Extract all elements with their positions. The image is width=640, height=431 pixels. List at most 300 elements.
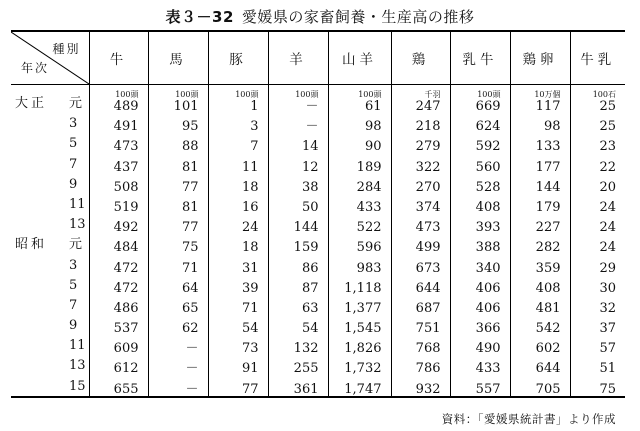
cell-value: 592 xyxy=(475,139,501,155)
cell-value: 77 xyxy=(181,179,199,195)
cell-value: 751 xyxy=(415,321,441,337)
cell-value: 340 xyxy=(475,260,501,276)
value-cell xyxy=(391,375,450,396)
cell-value: 768 xyxy=(415,341,441,357)
cell-value: 71 xyxy=(241,300,259,316)
year-number: 13 xyxy=(69,217,86,233)
value-cell xyxy=(328,153,391,173)
source-note: 資料：「愛媛県統計書」より作成 xyxy=(441,412,616,426)
value-cell xyxy=(510,335,570,355)
value-cell xyxy=(148,113,208,133)
value-cell xyxy=(89,335,148,355)
year-number: 3 xyxy=(69,116,78,132)
unit-label: 100頭 xyxy=(115,90,139,99)
cell-value: 177 xyxy=(535,159,561,175)
table-row xyxy=(11,194,625,214)
cell-value: 20 xyxy=(599,179,616,195)
cell-value: 1,747 xyxy=(344,381,382,397)
value-cell xyxy=(391,335,450,355)
cell-value: 25 xyxy=(599,119,616,135)
cell-value: 50 xyxy=(301,199,319,215)
corner-header xyxy=(11,31,89,85)
cell-value: 786 xyxy=(415,361,441,377)
year-number: 15 xyxy=(69,378,86,394)
value-cell xyxy=(570,375,625,396)
corner-type-label: 種別 xyxy=(52,42,81,56)
value-cell xyxy=(89,254,148,274)
cell-value: 62 xyxy=(181,321,199,337)
value-cell xyxy=(89,133,148,153)
value-cell xyxy=(328,234,391,254)
value-cell xyxy=(148,295,208,315)
value-cell xyxy=(570,153,625,173)
table-row xyxy=(11,355,625,375)
cell-value: 673 xyxy=(415,260,441,276)
cell-value: 24 xyxy=(599,240,616,256)
value-cell xyxy=(510,174,570,194)
cell-value: 24 xyxy=(241,220,259,236)
cell-value: 95 xyxy=(181,119,199,135)
cell-value: 86 xyxy=(301,260,319,276)
cell-value: 144 xyxy=(293,220,319,236)
year-number: 7 xyxy=(69,297,78,313)
cell-value: 560 xyxy=(475,159,501,175)
value-cell xyxy=(148,315,208,335)
value-cell xyxy=(148,153,208,173)
value-cell xyxy=(391,315,450,335)
cell-value: 1 xyxy=(250,99,259,114)
year-number: 11 xyxy=(69,338,86,354)
value-cell xyxy=(208,355,268,375)
cell-value: 64 xyxy=(181,280,199,296)
value-cell xyxy=(510,275,570,295)
value-cell xyxy=(450,85,510,114)
year-cell xyxy=(11,214,89,234)
livestock-table xyxy=(11,30,625,398)
cell-value: 75 xyxy=(599,381,616,397)
value-cell xyxy=(208,234,268,254)
unit-label: 千羽 xyxy=(424,90,441,99)
cell-value: 255 xyxy=(293,361,319,377)
unit-label: 10万個 xyxy=(534,90,561,99)
value-cell xyxy=(268,174,328,194)
cell-value: 322 xyxy=(415,159,441,175)
cell-value: － xyxy=(305,119,319,135)
cell-value: － xyxy=(185,341,199,357)
cell-value: 983 xyxy=(356,260,382,276)
cell-value: 81 xyxy=(181,159,199,175)
value-cell xyxy=(328,295,391,315)
value-cell xyxy=(570,214,625,234)
value-cell xyxy=(89,174,148,194)
cell-value: 388 xyxy=(475,240,501,256)
table-row xyxy=(11,113,625,133)
cell-value: 528 xyxy=(475,179,501,195)
value-cell xyxy=(208,375,268,396)
year-cell xyxy=(11,234,89,254)
cell-value: 144 xyxy=(535,179,561,195)
value-cell xyxy=(148,194,208,214)
year-cell xyxy=(11,315,89,335)
value-cell xyxy=(450,153,510,173)
cell-value: 270 xyxy=(415,179,441,195)
era-label: 昭和 xyxy=(15,237,48,253)
value-cell xyxy=(208,113,268,133)
cell-value: 3 xyxy=(250,119,259,135)
cell-value: 282 xyxy=(535,240,561,256)
cell-value: 54 xyxy=(241,321,259,337)
value-cell xyxy=(328,254,391,274)
value-cell xyxy=(268,275,328,295)
cell-value: 159 xyxy=(293,240,319,256)
column-header: 牛乳 xyxy=(570,31,625,85)
value-cell xyxy=(268,295,328,315)
cell-value: 374 xyxy=(415,199,441,215)
cell-value: 77 xyxy=(181,220,199,236)
cell-value: 522 xyxy=(356,220,382,236)
value-cell xyxy=(570,174,625,194)
cell-value: 473 xyxy=(113,139,139,155)
table-row xyxy=(11,85,625,114)
cell-value: 98 xyxy=(364,119,382,135)
value-cell xyxy=(510,85,570,114)
cell-value: 1,826 xyxy=(344,341,382,357)
value-cell xyxy=(89,275,148,295)
cell-value: 705 xyxy=(535,381,561,397)
cell-value: 18 xyxy=(241,240,259,256)
value-cell xyxy=(450,194,510,214)
value-cell xyxy=(328,315,391,335)
year-number: 5 xyxy=(69,277,78,293)
cell-value: 88 xyxy=(181,139,199,155)
value-cell xyxy=(148,85,208,114)
table-row xyxy=(11,254,625,274)
cell-value: 557 xyxy=(475,381,501,397)
value-cell xyxy=(450,254,510,274)
value-cell xyxy=(391,254,450,274)
cell-value: 54 xyxy=(301,321,319,337)
cell-value: 57 xyxy=(599,341,616,357)
value-cell xyxy=(328,113,391,133)
value-cell xyxy=(570,295,625,315)
cell-value: 91 xyxy=(241,361,259,377)
value-cell xyxy=(148,375,208,396)
value-cell xyxy=(391,234,450,254)
table-title xyxy=(0,6,640,27)
column-header: 馬 xyxy=(148,31,208,85)
value-cell xyxy=(391,295,450,315)
value-cell xyxy=(148,335,208,355)
value-cell xyxy=(391,85,450,114)
cell-value: 22 xyxy=(599,159,616,175)
value-cell xyxy=(268,355,328,375)
value-cell xyxy=(391,133,450,153)
column-header: 豚 xyxy=(208,31,268,85)
unit-label: 100石 xyxy=(592,90,616,99)
value-cell xyxy=(450,113,510,133)
cell-value: 687 xyxy=(415,300,441,316)
year-number: 7 xyxy=(69,156,78,172)
year-cell xyxy=(11,113,89,133)
cell-value: 24 xyxy=(599,199,616,215)
value-cell xyxy=(391,113,450,133)
cell-value: 481 xyxy=(535,300,561,316)
value-cell xyxy=(450,295,510,315)
year-number: 3 xyxy=(69,257,78,273)
value-cell xyxy=(450,375,510,396)
cell-value: 61 xyxy=(364,99,382,114)
cell-value: 433 xyxy=(475,361,501,377)
value-cell xyxy=(208,335,268,355)
value-cell xyxy=(268,133,328,153)
value-cell xyxy=(208,295,268,315)
year-number: 元 xyxy=(69,96,83,111)
cell-value: 51 xyxy=(599,361,616,377)
cell-value: 81 xyxy=(181,199,199,215)
table-row xyxy=(11,133,625,153)
cell-value: 23 xyxy=(599,139,616,155)
value-cell xyxy=(208,174,268,194)
table-row xyxy=(11,153,625,173)
cell-value: 77 xyxy=(241,381,259,397)
value-cell xyxy=(268,85,328,114)
value-cell xyxy=(268,234,328,254)
value-cell xyxy=(391,174,450,194)
cell-value: 393 xyxy=(475,220,501,236)
value-cell xyxy=(510,133,570,153)
cell-value: 644 xyxy=(415,280,441,296)
cell-value: 90 xyxy=(364,139,382,155)
corner-year-label: 年次 xyxy=(21,61,50,75)
value-cell xyxy=(570,335,625,355)
cell-value: 486 xyxy=(113,300,139,316)
value-cell xyxy=(89,214,148,234)
cell-value: 98 xyxy=(543,119,561,135)
year-cell xyxy=(11,194,89,214)
year-number: 9 xyxy=(69,176,78,192)
value-cell xyxy=(391,153,450,173)
table-row xyxy=(11,295,625,315)
value-cell xyxy=(89,315,148,335)
year-cell xyxy=(11,254,89,274)
value-cell xyxy=(510,113,570,133)
table-row xyxy=(11,174,625,194)
value-cell xyxy=(89,355,148,375)
value-cell xyxy=(570,355,625,375)
value-cell xyxy=(391,355,450,375)
value-cell xyxy=(328,275,391,295)
value-cell xyxy=(208,254,268,274)
cell-value: 1,545 xyxy=(344,321,382,337)
column-header: 山羊 xyxy=(328,31,391,85)
value-cell xyxy=(510,254,570,274)
year-number: 元 xyxy=(69,237,83,253)
cell-value: 472 xyxy=(113,280,139,296)
cell-value: 596 xyxy=(356,240,382,256)
year-cell xyxy=(11,275,89,295)
value-cell xyxy=(450,214,510,234)
cell-value: 16 xyxy=(241,199,259,215)
cell-value: － xyxy=(305,99,319,114)
cell-value: 71 xyxy=(181,260,199,276)
value-cell xyxy=(328,174,391,194)
cell-value: 602 xyxy=(535,341,561,357)
cell-value: 38 xyxy=(301,179,319,195)
cell-value: 366 xyxy=(475,321,501,337)
cell-value: 32 xyxy=(599,300,616,316)
column-header: 羊 xyxy=(268,31,328,85)
value-cell xyxy=(89,113,148,133)
value-cell xyxy=(510,234,570,254)
cell-value: 31 xyxy=(241,260,259,276)
cell-value: 644 xyxy=(535,361,561,377)
cell-value: 508 xyxy=(113,179,139,195)
year-number: 5 xyxy=(69,136,78,152)
cell-value: － xyxy=(185,361,199,377)
cell-value: 408 xyxy=(535,280,561,296)
value-cell xyxy=(89,295,148,315)
value-cell xyxy=(328,85,391,114)
value-cell xyxy=(570,85,625,114)
cell-value: 612 xyxy=(113,361,139,377)
column-header: 牛 xyxy=(89,31,148,85)
value-cell xyxy=(391,275,450,295)
cell-value: 65 xyxy=(181,300,199,316)
cell-value: 406 xyxy=(475,280,501,296)
year-cell xyxy=(11,335,89,355)
cell-value: 490 xyxy=(475,341,501,357)
value-cell xyxy=(148,254,208,274)
value-cell xyxy=(89,153,148,173)
cell-value: 11 xyxy=(241,159,259,175)
cell-value: 75 xyxy=(181,240,199,256)
cell-value: 37 xyxy=(599,321,616,337)
column-header: 鶏 xyxy=(391,31,450,85)
year-cell xyxy=(11,295,89,315)
value-cell xyxy=(450,234,510,254)
value-cell xyxy=(570,254,625,274)
year-cell xyxy=(11,85,89,114)
value-cell xyxy=(268,214,328,234)
value-cell xyxy=(328,335,391,355)
value-cell xyxy=(148,234,208,254)
column-header: 鶏卵 xyxy=(510,31,570,85)
cell-value: 29 xyxy=(599,260,616,276)
cell-value: 227 xyxy=(535,220,561,236)
cell-value: 1,732 xyxy=(344,361,382,377)
cell-value: 189 xyxy=(356,159,382,175)
year-number: 9 xyxy=(69,318,78,334)
value-cell xyxy=(391,214,450,234)
table-row xyxy=(11,335,625,355)
column-header: 乳牛 xyxy=(450,31,510,85)
year-cell xyxy=(11,153,89,173)
value-cell xyxy=(148,133,208,153)
table-row xyxy=(11,375,625,396)
year-cell xyxy=(11,355,89,375)
value-cell xyxy=(570,315,625,335)
cell-value: 284 xyxy=(356,179,382,195)
table-number: 表３－32 xyxy=(165,8,234,26)
cell-value: 491 xyxy=(113,119,139,135)
cell-value: 87 xyxy=(301,280,319,296)
value-cell xyxy=(450,335,510,355)
value-cell xyxy=(510,315,570,335)
cell-value: 624 xyxy=(475,119,501,135)
cell-value: 73 xyxy=(241,341,259,357)
cell-value: 492 xyxy=(113,220,139,236)
cell-value: 433 xyxy=(356,199,382,215)
value-cell xyxy=(89,194,148,214)
cell-value: 669 xyxy=(475,99,501,114)
cell-value: 7 xyxy=(250,139,259,155)
value-cell xyxy=(510,153,570,173)
cell-value: 437 xyxy=(113,159,139,175)
cell-value: 39 xyxy=(241,280,259,296)
value-cell xyxy=(570,113,625,133)
value-cell xyxy=(510,214,570,234)
cell-value: － xyxy=(185,381,199,397)
value-cell xyxy=(148,275,208,295)
table-body xyxy=(11,85,625,397)
cell-value: 473 xyxy=(415,220,441,236)
cell-value: 279 xyxy=(415,139,441,155)
value-cell xyxy=(570,275,625,295)
cell-value: 499 xyxy=(415,240,441,256)
unit-label: 100頭 xyxy=(477,90,501,99)
cell-value: 406 xyxy=(475,300,501,316)
cell-value: 489 xyxy=(113,99,139,114)
unit-label: 100頭 xyxy=(235,90,259,99)
cell-value: 484 xyxy=(113,240,139,256)
table-row xyxy=(11,315,625,335)
value-cell xyxy=(208,85,268,114)
cell-value: 117 xyxy=(535,99,561,114)
year-cell xyxy=(11,133,89,153)
year-number: 11 xyxy=(69,196,86,212)
cell-value: 14 xyxy=(301,139,319,155)
value-cell xyxy=(510,375,570,396)
value-cell xyxy=(89,85,148,114)
header-row xyxy=(11,31,625,85)
value-cell xyxy=(510,194,570,214)
value-cell xyxy=(510,295,570,315)
unit-label: 100頭 xyxy=(175,90,199,99)
value-cell xyxy=(89,234,148,254)
value-cell xyxy=(89,375,148,396)
value-cell xyxy=(208,315,268,335)
value-cell xyxy=(328,214,391,234)
value-cell xyxy=(268,153,328,173)
cell-value: 18 xyxy=(241,179,259,195)
value-cell xyxy=(268,335,328,355)
cell-value: 655 xyxy=(113,381,139,397)
cell-value: 133 xyxy=(535,139,561,155)
value-cell xyxy=(450,355,510,375)
cell-value: 24 xyxy=(599,220,616,236)
cell-value: 1,377 xyxy=(344,300,382,316)
cell-value: 1,118 xyxy=(344,280,382,296)
value-cell xyxy=(208,275,268,295)
value-cell xyxy=(328,375,391,396)
cell-value: 359 xyxy=(535,260,561,276)
table-row xyxy=(11,234,625,254)
cell-value: 30 xyxy=(599,280,616,296)
value-cell xyxy=(391,194,450,214)
value-cell xyxy=(450,174,510,194)
value-cell xyxy=(208,194,268,214)
cell-value: 932 xyxy=(415,381,441,397)
